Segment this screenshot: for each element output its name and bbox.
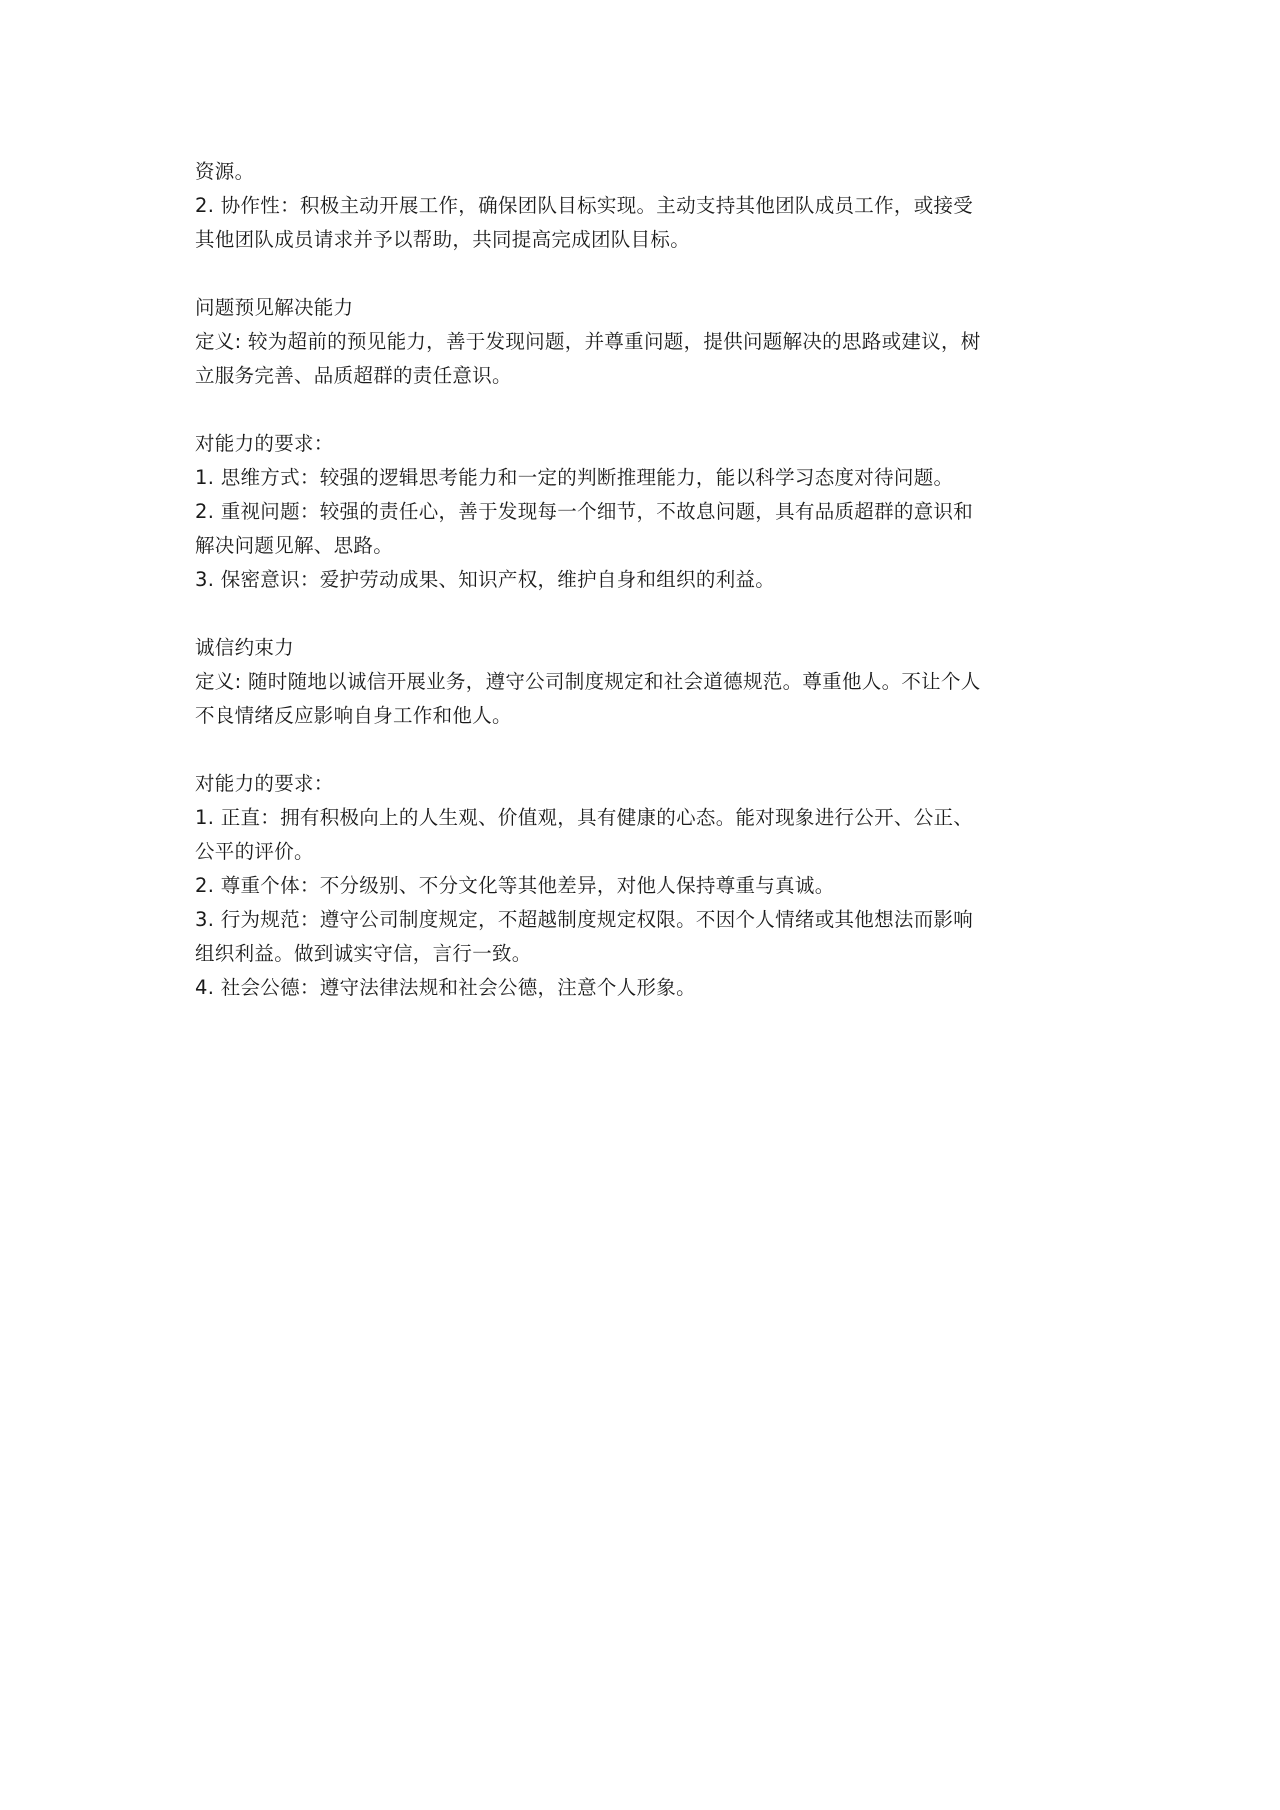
text-line: 定义: 较为超前的预见能力，善于发现问题，并尊重问题，提供问题解决的思路或建议，树 bbox=[195, 330, 981, 353]
paragraph-gap bbox=[195, 733, 1095, 767]
text-line: 1. 思维方式：较强的逻辑思考能力和一定的判断推理能力，能以科学习态度对待问题。 bbox=[195, 466, 954, 489]
section-integrity bbox=[195, 631, 1095, 733]
section-teamwork-tail bbox=[195, 155, 1095, 257]
section-heading: 对能力的要求： bbox=[195, 772, 334, 795]
text-line: 资源。 bbox=[195, 160, 255, 183]
paragraph-gap bbox=[195, 597, 1095, 631]
text-line: 其他团队成员请求并予以帮助，共同提高完成团队目标。 bbox=[195, 228, 691, 251]
text-line: 解决问题见解、思路。 bbox=[195, 534, 394, 557]
text-line: 2. 协作性：积极主动开展工作，确保团队目标实现。主动支持其他团队成员工作，或接受 bbox=[195, 194, 974, 217]
section-heading: 问题预见解决能力 bbox=[195, 296, 354, 319]
document-page bbox=[195, 155, 1095, 1005]
text-line: 不良情绪反应影响自身工作和他人。 bbox=[195, 704, 512, 727]
section-heading: 诚信约束力 bbox=[195, 636, 295, 659]
paragraph-gap bbox=[195, 393, 1095, 427]
section-heading: 对能力的要求： bbox=[195, 432, 334, 455]
text-line: 3. 保密意识：爱护劳动成果、知识产权，维护自身和组织的利益。 bbox=[195, 568, 776, 591]
section-problem-solving bbox=[195, 291, 1095, 393]
text-line: 3. 行为规范：遵守公司制度规定，不超越制度规定权限。不因个人情绪或其他想法而影响 bbox=[195, 908, 974, 931]
text-line: 2. 重视问题：较强的责任心，善于发现每一个细节，不故息问题，具有品质超群的意识和 bbox=[195, 500, 974, 523]
text-line: 立服务完善、品质超群的责任意识。 bbox=[195, 364, 512, 387]
paragraph-gap bbox=[195, 257, 1095, 291]
text-line: 1. 正直：拥有积极向上的人生观、价值观，具有健康的心态。能对现象进行公开、公正、 bbox=[195, 806, 974, 829]
text-line: 4. 社会公德：遵守法律法规和社会公德，注意个人形象。 bbox=[195, 976, 696, 999]
section-problem-solving-requirements bbox=[195, 427, 1095, 597]
text-line: 公平的评价。 bbox=[195, 840, 314, 863]
text-line: 组织利益。做到诚实守信，言行一致。 bbox=[195, 942, 532, 965]
section-integrity-requirements bbox=[195, 767, 1095, 1005]
text-line: 2. 尊重个体：不分级别、不分文化等其他差异，对他人保持尊重与真诚。 bbox=[195, 874, 835, 897]
text-line: 定义: 随时随地以诚信开展业务，遵守公司制度规定和社会道德规范。尊重他人。不让个人 bbox=[195, 670, 981, 693]
